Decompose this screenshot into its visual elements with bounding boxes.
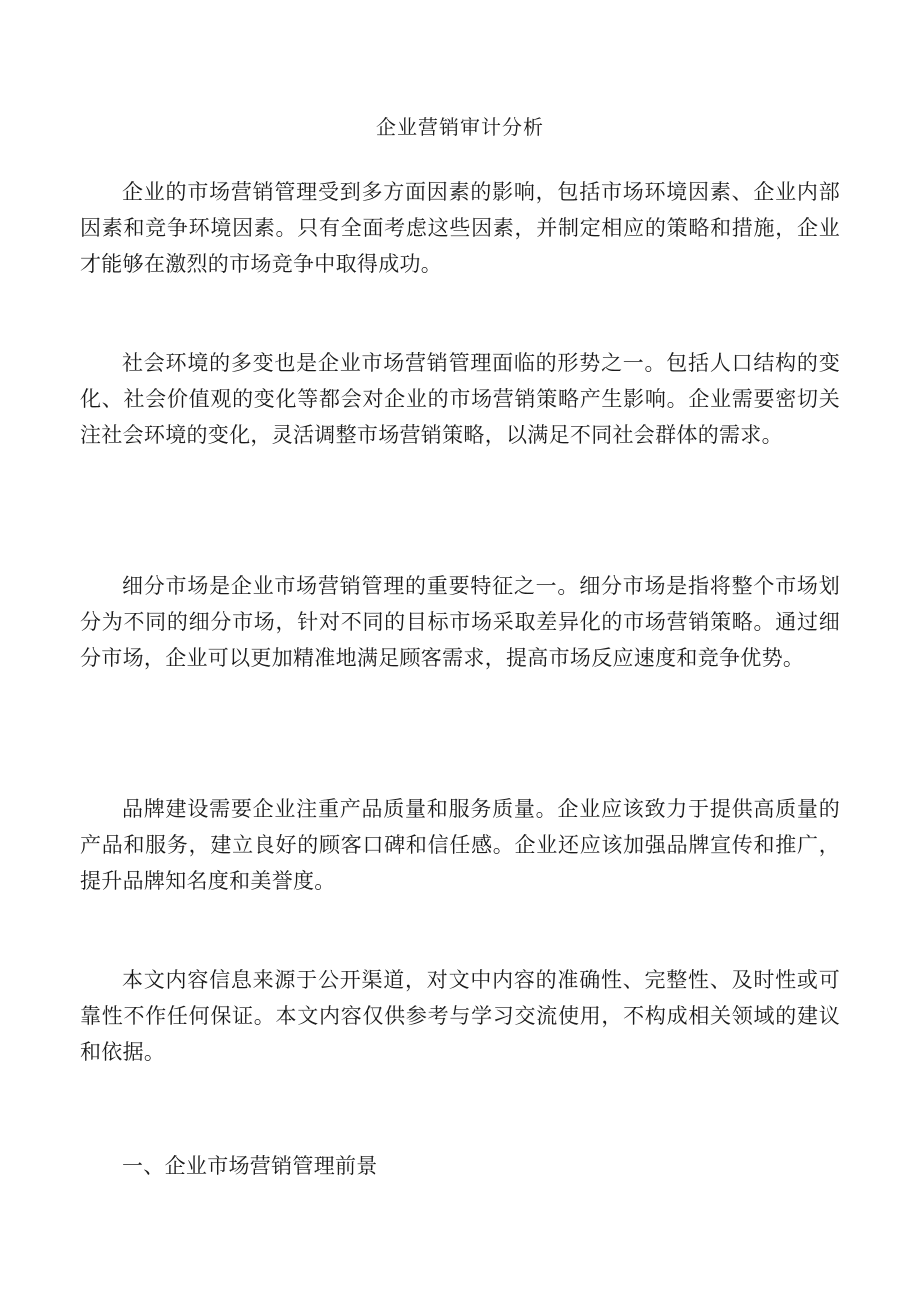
paragraph-social-environment: 社会环境的多变也是企业市场营销管理面临的形势之一。包括人口结构的变化、社会价值观的变化等都会对企业的市场营销策略产生影响。企业需要密切关注社会环境的变化，灵活调整市场营销策略，以满足不同社会群体的需求。 [80, 351, 840, 447]
paragraph-market-segmentation: 细分市场是企业市场营销管理的重要特征之一。细分市场是指将整个市场划分为不同的细分市场，针对不同的目标市场采取差异化的市场营销策略。通过细分市场，企业可以更加精准地满足顾客需求，提高市场反应速度和竞争优势。 [80, 574, 840, 670]
paragraph-brand-building: 品牌建设需要企业注重产品质量和服务质量。企业应该致力于提供高质量的产品和服务，建立良好的顾客口碑和信任感。企业还应该加强品牌宣传和推广，提升品牌知名度和美誉度。 [80, 797, 840, 893]
document-title: 企业营销审计分析 [376, 115, 544, 139]
paragraph-disclaimer: 本文内容信息来源于公开渠道，对文中内容的准确性、完整性、及时性或可靠性不作任何保证。本文内容仅供参考与学习交流使用，不构成相关领域的建议和依据。 [80, 968, 840, 1064]
paragraph-influencing-factors: 企业的市场营销管理受到多方面因素的影响，包括市场环境因素、企业内部因素和竞争环境因素。只有全面考虑这些因素，并制定相应的策略和措施，企业才能够在激烈的市场竞争中取得成功。 [80, 180, 840, 276]
section-heading: 一、企业市场营销管理前景 [122, 1154, 378, 1178]
